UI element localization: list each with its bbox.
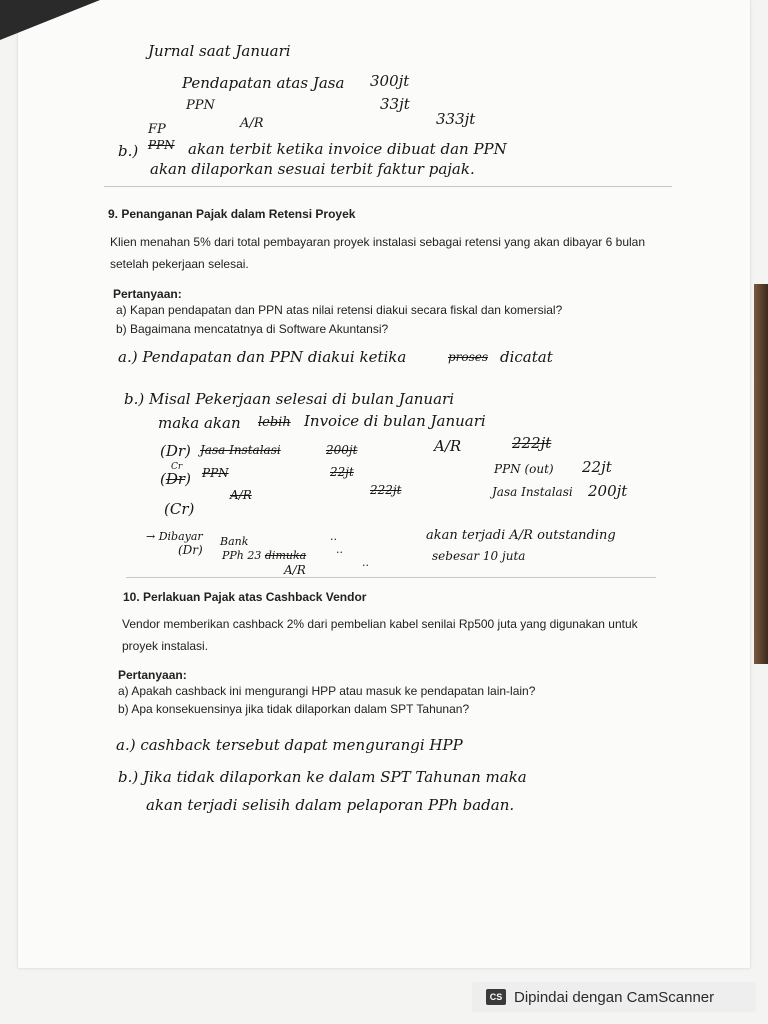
s10-answer-a: a.) cashback tersebut dapat mengurangi HPP bbox=[116, 736, 463, 754]
s9-dr1: (Dr) bbox=[160, 442, 191, 460]
s9-answer-b-line2-struck: lebih bbox=[258, 415, 291, 430]
s9-answer-b-line2-post: Invoice di bulan Januari bbox=[304, 412, 486, 430]
s9-answer-a-pre: a.) Pendapatan dan PPN diakui ketika bbox=[118, 348, 407, 366]
s9-cr-struck: A/R bbox=[230, 488, 252, 502]
camscanner-text: Dipindai dengan CamScanner bbox=[514, 988, 715, 1006]
s9-dr2-right-label: PPN (out) bbox=[494, 462, 554, 476]
page-corner-shadow bbox=[0, 0, 100, 40]
b-struck-ppn: PPN bbox=[148, 138, 175, 152]
s9-paid-pph-pre: PPh 23 bbox=[222, 549, 262, 562]
s9-paid-pph bbox=[222, 549, 306, 562]
journal-row2-label: PPN bbox=[186, 98, 215, 113]
section9-body-line2: setelah pekerjaan selesai. bbox=[110, 257, 249, 271]
journal-row1-value: 300jt bbox=[370, 72, 410, 90]
b-marker-top: b.) bbox=[118, 142, 139, 160]
section10-body-line1: Vendor memberikan cashback 2% dari pembelian kabel senilai Rp500 juta yang digunakan untuk bbox=[122, 617, 638, 631]
section9-question-a: a) Kapan pendapatan dan PPN atas nilai retensi diakui secara fiskal dan komersial? bbox=[116, 303, 563, 317]
s9-dr2-paren: (Dr) bbox=[160, 470, 191, 488]
journal-row1-label: Pendapatan atas Jasa bbox=[182, 74, 345, 92]
fp-note: FP bbox=[148, 122, 166, 137]
section9-title: 9. Penanganan Pajak dalam Retensi Proyek bbox=[108, 207, 356, 221]
journal-row3-value: 333jt bbox=[436, 110, 476, 128]
s9-cr-right-label: Jasa Instalasi bbox=[492, 485, 573, 499]
journal-row2-value: 33jt bbox=[380, 95, 410, 113]
section10-question-label: Pertanyaan: bbox=[118, 668, 187, 682]
s9-dr1-right-amt: 222jt bbox=[512, 434, 552, 452]
s9-paid-pph-struck: dimuka bbox=[264, 549, 307, 562]
desk-edge bbox=[754, 284, 768, 664]
s10-answer-b-line1: b.) Jika tidak dilaporkan ke dalam SPT Tahunan maka bbox=[118, 768, 527, 786]
s9-paid-ar: A/R bbox=[284, 563, 306, 577]
divider-1 bbox=[104, 186, 672, 187]
section10-question-b: b) Apa konsekuensinya jika tidak dilaporkan dalam SPT Tahunan? bbox=[118, 702, 470, 716]
section9-body-line1: Klien menahan 5% dari total pembayaran proyek instalasi sebagai retensi yang akan dibayar 6 bulan bbox=[110, 235, 646, 249]
b-line2: akan dilaporkan sesuai terbit faktur pajak. bbox=[150, 160, 475, 178]
s9-dr1-right-label: A/R bbox=[434, 437, 462, 455]
section9-question-label: Pertanyaan: bbox=[113, 287, 182, 301]
s9-answer-a-struck: proses bbox=[448, 350, 489, 364]
s9-paid-dots3: .. bbox=[362, 556, 369, 569]
section10-question-a: a) Apakah cashback ini mengurangi HPP atau masuk ke pendapatan lain-lain? bbox=[118, 684, 536, 698]
s10-answer-b-line2: akan terjadi selisih dalam pelaporan PPh badan. bbox=[146, 796, 515, 814]
camscanner-logo-icon: CS bbox=[486, 989, 506, 1005]
s9-paid-bank: Bank bbox=[220, 535, 249, 548]
s9-cr-amt-struck: 222jt bbox=[370, 483, 402, 497]
s9-answer-a-post: dicatat bbox=[500, 348, 553, 366]
s9-paid-arrow: → Dibayar bbox=[146, 530, 203, 543]
s9-cr-right-amt: 200jt bbox=[588, 482, 628, 500]
s9-paid-dr: (Dr) bbox=[178, 543, 203, 557]
b-line1: akan terbit ketika invoice dibuat dan PPN bbox=[188, 140, 507, 158]
s9-dr2-struck: PPN bbox=[202, 466, 229, 480]
s9-dr2-right-amt: 22jt bbox=[582, 458, 612, 476]
s9-dr1-amt-struck: 200jt bbox=[326, 443, 358, 457]
s9-dr2-struck-prefix: Dr bbox=[165, 470, 186, 488]
section10-body-line2: proyek instalasi. bbox=[122, 639, 209, 653]
divider-2 bbox=[126, 577, 656, 578]
s9-answer-b-line1: b.) Misal Pekerjaan selesai di bulan Januari bbox=[124, 390, 454, 408]
s9-outstanding-line1: akan terjadi A/R outstanding bbox=[426, 528, 616, 543]
section10-title: 10. Perlakuan Pajak atas Cashback Vendor bbox=[123, 590, 367, 604]
s9-dr1-struck: Jasa Instalasi bbox=[200, 443, 281, 457]
camscanner-watermark bbox=[472, 982, 756, 1012]
s9-cr-line: (Cr) bbox=[164, 500, 195, 518]
jurnal-title: Jurnal saat Januari bbox=[148, 42, 291, 60]
s9-paid-dots1: .. bbox=[330, 530, 337, 543]
s9-outstanding-line2: sebesar 10 juta bbox=[432, 549, 526, 563]
s9-paid-dots2: .. bbox=[336, 543, 343, 556]
journal-row3-label: A/R bbox=[240, 116, 264, 131]
s9-cr-top: Cr bbox=[171, 462, 183, 472]
section9-question-b: b) Bagaimana mencatatnya di Software Akuntansi? bbox=[116, 322, 389, 336]
s9-answer-b-line2-pre: maka akan bbox=[158, 414, 241, 432]
s9-dr2-amt-struck: 22jt bbox=[330, 465, 354, 479]
